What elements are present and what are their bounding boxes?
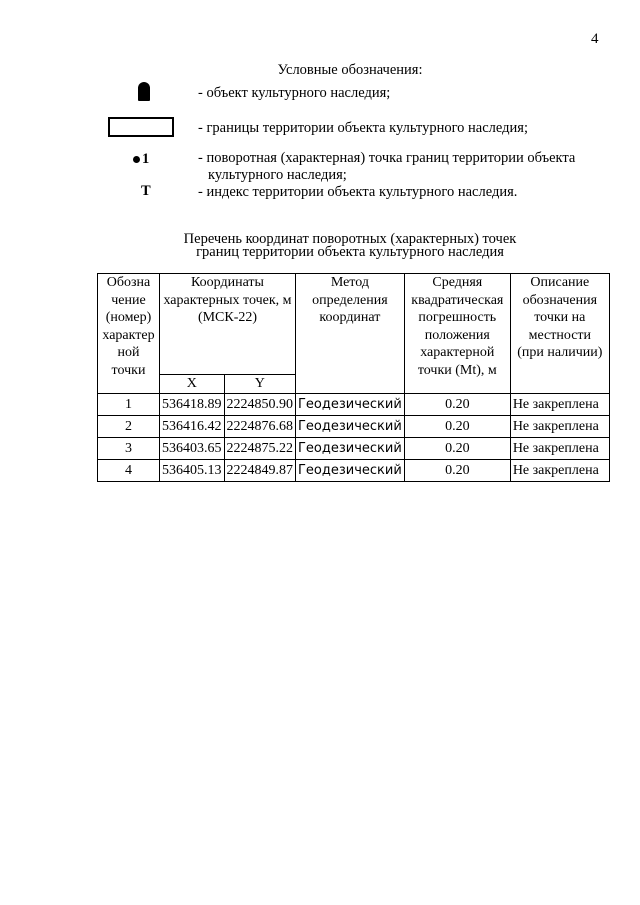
cell-method: Геодезический <box>296 438 405 460</box>
point-icon <box>133 151 149 168</box>
table-title <box>0 233 640 259</box>
cell-x: 536418.89 <box>160 394 225 416</box>
table-row <box>98 460 610 482</box>
cell-y: 2224875.22 <box>224 438 296 460</box>
cell-num: 4 <box>98 460 160 482</box>
header-designation: Обозна чение (номер) характер ной точки <box>98 274 160 394</box>
cell-method: Геодезический <box>296 394 405 416</box>
cell-y: 2224850.90 <box>224 394 296 416</box>
index-letter-icon: Т <box>141 183 151 199</box>
legend-title: Условные обозначения: <box>277 62 423 78</box>
legend-item-monument: - объект культурного наследия; <box>198 85 391 101</box>
table-row <box>98 416 610 438</box>
page-number: 4 <box>591 31 599 47</box>
point-symbol: 1 <box>142 151 150 167</box>
table-title-line2: границ территории объекта культурного наследия <box>196 244 504 260</box>
cell-y: 2224849.87 <box>224 460 296 482</box>
cell-desc: Не закреплена <box>510 460 609 482</box>
header-error: Средняя квадратическая погрешность положения характерной точки (Mt), м <box>404 274 510 394</box>
header-y: Y <box>224 375 296 394</box>
coordinates-table <box>97 273 610 482</box>
cell-num: 1 <box>98 394 160 416</box>
header-x: X <box>160 375 225 394</box>
table-title-line1: Перечень координат поворотных (характерных) точек <box>183 231 517 247</box>
table-row <box>98 438 610 460</box>
cell-error: 0.20 <box>404 438 510 460</box>
cell-y: 2224876.68 <box>224 416 296 438</box>
cell-desc: Не закреплена <box>510 394 609 416</box>
legend-item-index: - индекс территории объекта культурного наследия. <box>198 184 518 200</box>
border-rectangle-icon <box>108 117 174 137</box>
legend-item-point-line1: - поворотная (характерная) точка границ территории объекта <box>198 150 576 166</box>
cell-x: 536403.65 <box>160 438 225 460</box>
legend-item-border: - границы территории объекта культурного наследия; <box>198 120 528 136</box>
header-coordinates: Координаты характерных точек, м (МСК-22) <box>160 274 296 375</box>
cell-method: Геодезический <box>296 416 405 438</box>
legend-item-point-line2: культурного наследия; <box>208 167 347 183</box>
cell-num: 3 <box>98 438 160 460</box>
header-description: Описание обозначения точки на местности (при наличии) <box>510 274 609 394</box>
cell-error: 0.20 <box>404 460 510 482</box>
cell-error: 0.20 <box>404 416 510 438</box>
header-method: Метод определения координат <box>296 274 405 394</box>
cell-x: 536416.42 <box>160 416 225 438</box>
cell-x: 536405.13 <box>160 460 225 482</box>
cell-num: 2 <box>98 416 160 438</box>
cell-error: 0.20 <box>404 394 510 416</box>
legend-item-point <box>198 150 575 184</box>
cell-method: Геодезический <box>296 460 405 482</box>
monument-icon <box>138 82 150 101</box>
cell-desc: Не закреплена <box>510 416 609 438</box>
cell-desc: Не закреплена <box>510 438 609 460</box>
table-row <box>98 394 610 416</box>
